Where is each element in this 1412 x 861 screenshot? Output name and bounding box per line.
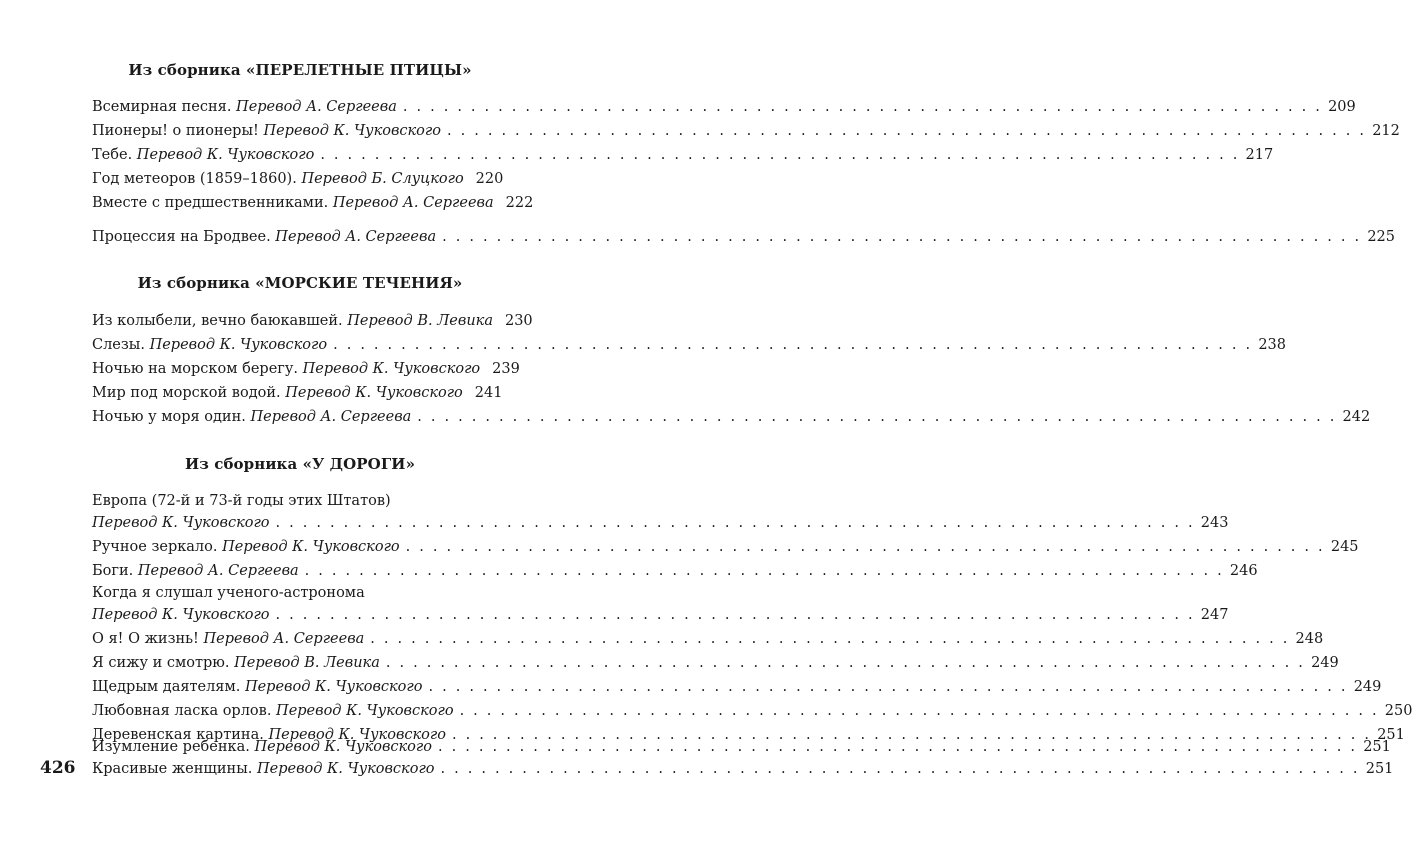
entry-translator: Перевод А. Сергеева	[275, 229, 437, 245]
entry-title: Ручное зеркало.	[92, 539, 218, 555]
entry-translator: Перевод В. Левика	[347, 313, 493, 329]
entry-translator: Перевод К. Чуковского	[149, 337, 328, 353]
section-heading: Из сборника «МОРСКИЕ ТЕЧЕНИЯ»	[137, 274, 463, 292]
entry-title: Вместе с предшественниками.	[92, 195, 329, 211]
entry-title: Ночью у моря один.	[92, 409, 246, 425]
toc-entry[interactable]	[92, 700, 1412, 722]
entry-page: 251	[1365, 761, 1394, 777]
toc-entry[interactable]	[92, 676, 1382, 698]
entry-translator: Перевод К. Чуковского	[285, 385, 463, 401]
entry-page: 238	[1258, 337, 1286, 353]
toc-entry[interactable]	[92, 226, 1396, 248]
entry-translator: Перевод А. Сергеева	[250, 409, 412, 425]
dot-leader: . . . . . . . . . . . . . . . . . . . . . . . . . . . . . . . . . . . . . . . . . . . . . . . . . . . . . . . . . . . . . . . . . . . .	[370, 631, 1290, 647]
toc-entry[interactable]	[92, 382, 503, 404]
dot-leader: . . . . . . . . . . . . . . . . . . . . . . . . . . . . . . . . . . . . . . . . . . . . . . . . . . . . . . . . . . . . . . . . . . . .	[304, 563, 1224, 579]
entry-title: Изумление ребенка.	[92, 739, 250, 755]
dot-leader: . . . . . . . . . . . . . . . . . . . . . . . . . . . . . . . . . . . . . . . . . . . . . . . . . . . . . . . . . . . . . . . . . . . .	[442, 229, 1362, 245]
entry-translator: Перевод Б. Слуцкого	[301, 171, 464, 187]
entry-page: 209	[1328, 99, 1356, 115]
toc-entry[interactable]	[92, 536, 1359, 558]
page-number: 426	[40, 758, 76, 778]
entry-title: Слезы.	[92, 337, 145, 353]
dot-leader: . . . . . . . . . . . . . . . . . . . . . . . . . . . . . . . . . . . . . . . . . . . . . . . . . . . . . . . . . . . . . . . . . . . .	[446, 123, 1367, 139]
dot-leader: . . . . . . . . . . . . . . . . . . . . . . . . . . . . . . . . . . . . . . . . . . . . . . . . . . . . . . . . . . . . . . . . . . . .	[402, 99, 1323, 115]
entry-translator: Перевод А. Сергеева	[137, 563, 299, 579]
entry-page: 251	[1377, 727, 1405, 743]
toc-entry[interactable]	[92, 310, 533, 332]
dot-leader: . . . . . . . . . . . . . . . . . . . . . . . . . . . . . . . . . . . . . . . . . . . . . . . . . . . . . . . . . . . . . . . . . . . .	[451, 727, 1372, 743]
toc-entry[interactable]	[92, 168, 504, 190]
entry-translator: Перевод К. Чуковского	[268, 727, 446, 743]
entry-translator: Перевод А. Сергеева	[332, 195, 494, 211]
dot-leader: . . . . . . . . . . . . . . . . . . . . . . . . . . . . . . . . . . . . . . . . . . . . . . . . . . . . . . . . . . . . . . . . . . . .	[275, 515, 1195, 531]
entry-page: 250	[1384, 703, 1412, 719]
entry-page: 222	[505, 195, 534, 211]
entry-translator: Перевод А. Сергеева	[203, 631, 365, 647]
entry-page: 249	[1353, 679, 1382, 695]
entry-translator: Перевод К. Чуковского	[92, 515, 270, 531]
toc-entry[interactable]	[92, 358, 520, 380]
entry-title: Всемирная песня.	[92, 99, 232, 115]
toc-entry[interactable]	[92, 604, 1229, 626]
toc-entry[interactable]	[92, 758, 1394, 780]
entry-title: Процессия на Бродвее.	[92, 229, 271, 245]
entry-title: Тебе.	[92, 147, 133, 163]
entry-page: 251	[1363, 739, 1391, 755]
entry-page: 247	[1200, 607, 1229, 623]
entry-title: Из колыбели, вечно баюкавшей.	[92, 313, 343, 329]
entry-page: 239	[492, 361, 520, 377]
entry-translator: Перевод В. Левика	[234, 655, 380, 671]
entry-page: 230	[504, 313, 533, 329]
dot-leader: . . . . . . . . . . . . . . . . . . . . . . . . . . . . . . . . . . . . . . . . . . . . . . . . . . . . . . . . . . . . . . . . . . . .	[428, 679, 1348, 695]
entry-title: Мир под морской водой.	[92, 385, 281, 401]
entry-page: 212	[1372, 123, 1400, 139]
toc-entry[interactable]	[92, 96, 1356, 118]
toc-entry[interactable]	[92, 736, 1391, 758]
toc-entry[interactable]	[92, 652, 1339, 674]
entry-title: Боги.	[92, 563, 134, 579]
entry-translator: Перевод К. Чуковского	[92, 607, 270, 623]
dot-leader: . . . . . . . . . . . . . . . . . . . . . . . . . . . . . . . . . . . . . . . . . . . . . . . . . . . . . . . . . . . . . . . . . . . .	[437, 739, 1358, 755]
entry-page: 246	[1229, 563, 1258, 579]
entry-title[interactable]: Когда я слушал ученого-астронома	[92, 585, 365, 601]
toc-entry[interactable]	[92, 560, 1258, 582]
toc-entry[interactable]	[92, 512, 1229, 534]
entry-translator: Перевод К. Чуковского	[136, 147, 315, 163]
dot-leader: . . . . . . . . . . . . . . . . . . . . . . . . . . . . . . . . . . . . . . . . . . . . . . . . . . . . . . . . . . . . . . . . . . . .	[459, 703, 1379, 719]
entry-page: 243	[1200, 515, 1229, 531]
entry-title: Пионеры! о пионеры!	[92, 123, 259, 139]
dot-leader: . . . . . . . . . . . . . . . . . . . . . . . . . . . . . . . . . . . . . . . . . . . . . . . . . . . . . . . . . . . . . . . . . . . .	[440, 761, 1360, 777]
dot-leader: . . . . . . . . . . . . . . . . . . . . . . . . . . . . . . . . . . . . . . . . . . . . . . . . . . . . . . . . . . . . . . . . . . . .	[333, 337, 1253, 353]
dot-leader: . . . . . . . . . . . . . . . . . . . . . . . . . . . . . . . . . . . . . . . . . . . . . . . . . . . . . . . . . . . . . . . . . . . .	[320, 147, 1240, 163]
entry-translator: Перевод К. Чуковского	[302, 361, 481, 377]
section-heading: Из сборника «ПЕРЕЛЕТНЫЕ ПТИЦЫ»	[128, 61, 472, 79]
section-heading: Из сборника «У ДОРОГИ»	[184, 455, 416, 473]
toc-entry[interactable]	[92, 144, 1274, 166]
dot-leader: . . . . . . . . . . . . . . . . . . . . . . . . . . . . . . . . . . . . . . . . . . . . . . . . . . . . . . . . . . . . . . . . . . . .	[275, 607, 1195, 623]
toc-entry[interactable]	[92, 628, 1324, 650]
entry-title: Деревенская картина.	[92, 727, 264, 743]
entry-page: 217	[1245, 147, 1274, 163]
entry-page: 241	[474, 385, 503, 401]
entry-translator: Перевод А. Сергеева	[236, 99, 397, 115]
entry-page: 249	[1311, 655, 1339, 671]
entry-translator: Перевод К. Чуковского	[256, 761, 435, 777]
toc-entry[interactable]	[92, 334, 1286, 356]
entry-page: 225	[1367, 229, 1396, 245]
entry-translator: Перевод К. Чуковского	[263, 123, 441, 139]
entry-title: Красивые женщины.	[92, 761, 253, 777]
entry-page: 245	[1330, 539, 1359, 555]
entry-title: О я! О жизнь!	[92, 631, 199, 647]
entry-translator: Перевод К. Чуковского	[254, 739, 432, 755]
dot-leader: . . . . . . . . . . . . . . . . . . . . . . . . . . . . . . . . . . . . . . . . . . . . . . . . . . . . . . . . . . . . . . . . . . . .	[417, 409, 1337, 425]
dot-leader: . . . . . . . . . . . . . . . . . . . . . . . . . . . . . . . . . . . . . . . . . . . . . . . . . . . . . . . . . . . . . . . . . . . .	[405, 539, 1325, 555]
toc-entry[interactable]	[92, 120, 1400, 142]
toc-entry[interactable]	[92, 192, 534, 214]
entry-translator: Перевод К. Чуковского	[244, 679, 423, 695]
dot-leader: . . . . . . . . . . . . . . . . . . . . . . . . . . . . . . . . . . . . . . . . . . . . . . . . . . . . . . . . . . . . . . . . . . . .	[385, 655, 1306, 671]
entry-title: Я сижу и смотрю.	[92, 655, 230, 671]
entry-title[interactable]: Европа (72-й и 73-й годы этих Штатов)	[92, 493, 391, 509]
entry-title: Щедрым даятелям.	[92, 679, 241, 695]
entry-title: Ночью на морском берегу.	[92, 361, 299, 377]
toc-entry[interactable]	[92, 406, 1371, 428]
entry-title: Любовная ласка орлов.	[92, 703, 272, 719]
entry-title: Год метеоров (1859–1860).	[92, 171, 297, 187]
entry-page: 220	[475, 171, 504, 187]
entry-translator: Перевод К. Чуковского	[276, 703, 454, 719]
entry-page: 248	[1295, 631, 1324, 647]
entry-page: 242	[1342, 409, 1371, 425]
entry-translator: Перевод К. Чуковского	[222, 539, 400, 555]
